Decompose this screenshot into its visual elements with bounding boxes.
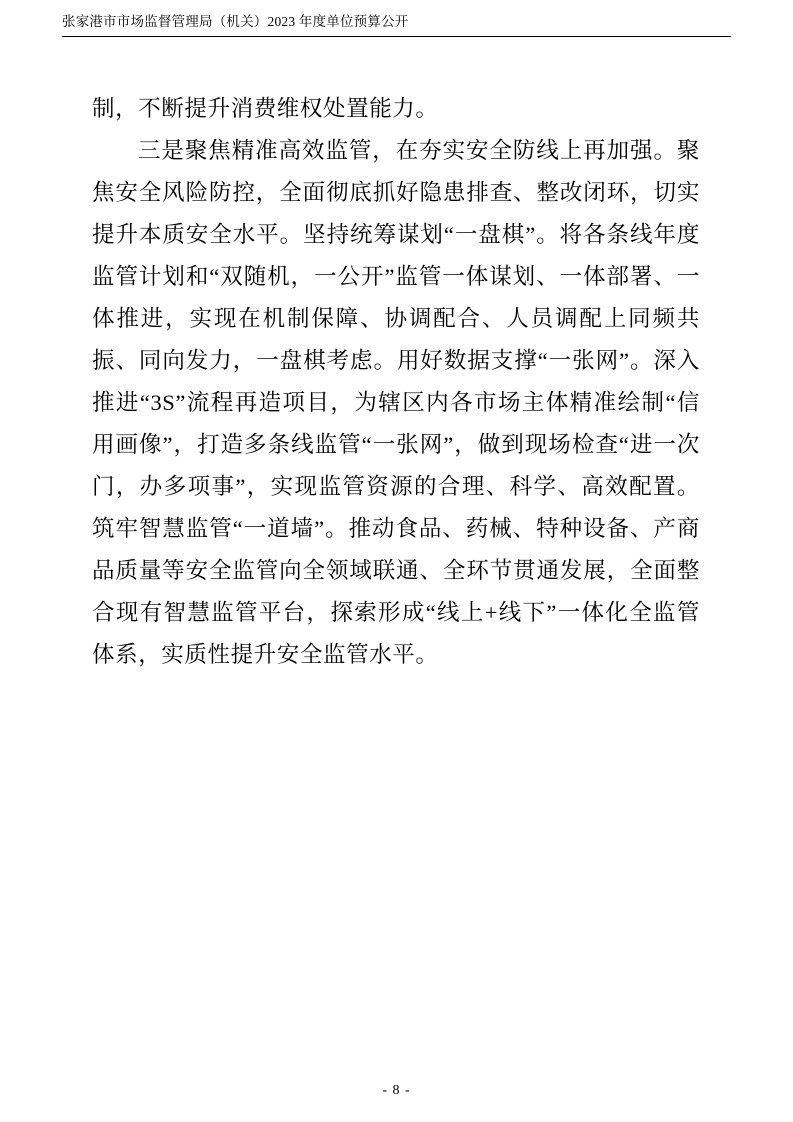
header-divider (62, 36, 731, 37)
paragraph-main: 三是聚焦精准高效监管，在夯实安全防线上再加强。聚焦安全风险防控，全面彻底抓好隐患排查、整改闭环，切实提升本质安全水平。坚持统筹谋划“一盘棋”。将各条线年度监管计划和“双随机，一公开”监管一体谋划、一体部署、一体推进，实现在机制保障、协调配合、人员调配上同频共振、同向发力，一盘棋考虑。用好数据支撑“一张网”。深入推进“3S”流程再造项目，为辖区内各市场主体精准绘制“信用画像”，打造多条线监管“一张网”，做到现场检查“进一次门，办多项事”，实现监管资源的合理、科学、高效配置。筑牢智慧监管“一道墙”。推动食品、药械、特种设备、产商品质量等安全监管向全领域联通、全环节贯通发展，全面整合现有智慧监管平台，探索形成“线上+线下”一体化全监管体系，实质性提升安全监管水平。 (92, 138, 700, 667)
page-number: - 8 - (382, 1083, 411, 1098)
paragraph-continuation: 制，不断提升消费维权处置能力。 (92, 96, 439, 121)
document-body (92, 88, 700, 676)
page-header-title: 张家港市市场监督管理局（机关）2023 年度单位预算公开 (62, 14, 409, 29)
